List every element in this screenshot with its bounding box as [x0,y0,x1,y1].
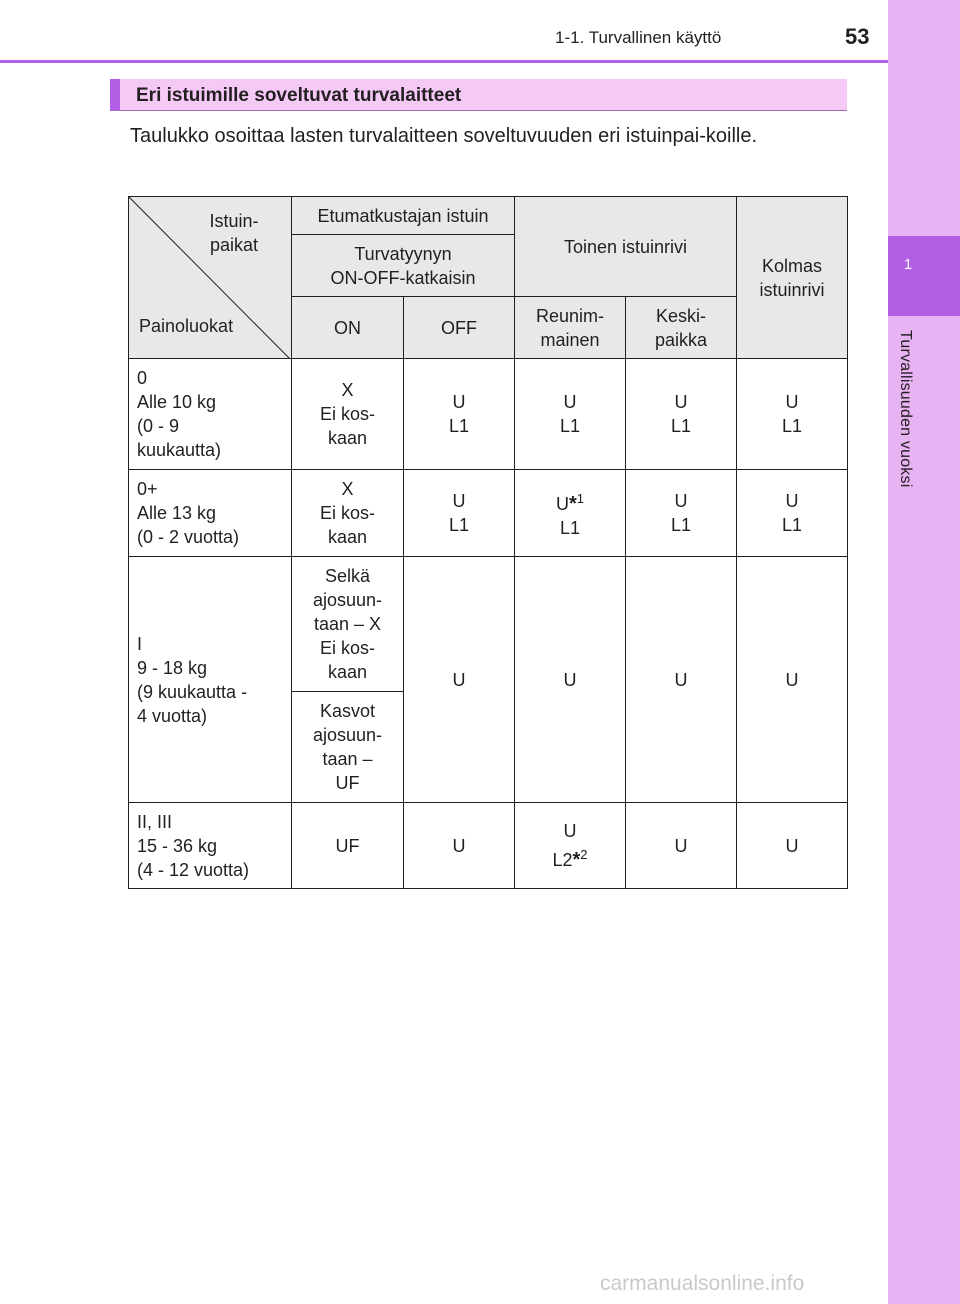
cell-line: U [674,392,688,412]
header-line: Keski- [655,305,706,326]
col-header-center [626,297,737,359]
footnote-asterisk-icon: * [572,849,581,871]
corner-weight-label: Painoluokat [139,316,234,336]
cell-line: 15 - 36 kg [137,835,218,856]
col-header-outer [515,297,626,359]
header-line: Kolmas [761,255,823,276]
cell-third: U [737,557,848,803]
cell-line: UF [335,773,360,793]
cell-line: X [341,479,354,499]
cell-line: kaan [327,527,368,547]
cell-on-forward-facing [292,692,404,803]
section-heading: Eri istuimille soveltuvat turvalaitteet [136,85,462,106]
corner-seat-label [189,209,279,257]
table-row [129,470,848,557]
cell-line: L1 [448,515,470,535]
table-row [129,803,848,889]
header-line: Turvatyynyn [354,243,452,264]
cell-line: U [452,392,466,412]
header-line: Reunim- [535,305,605,326]
col-header-off: OFF [404,297,515,359]
col-header-on: ON [292,297,404,359]
footnote-ref: 1 [576,490,585,506]
cell-line: L1 [559,416,581,436]
table-row [129,359,848,470]
cell-line: Kasvot [319,701,376,721]
col-header-passenger: Etumatkustajan istuin [292,197,515,235]
col-header-third-row [737,197,848,359]
header-section-title: 1-1. Turvallinen käyttö [555,28,722,47]
header-divider [0,60,888,63]
cell-line: L1 [781,515,803,535]
cell-line: 0+ [137,479,158,499]
cell-line: (9 kuukautta - [137,681,248,702]
cell-line: L1 [670,515,692,535]
cell-line: U [785,491,799,511]
cell-line: I [137,633,143,654]
cell-line [515,843,625,872]
cell-line: U [452,491,466,511]
cell-line: (0 - 9 [137,416,180,436]
cell-center: U [626,803,737,889]
cell-line: Ei kos- [319,503,375,523]
cell-line: taan – [322,749,373,769]
section-heading-bar [110,79,847,111]
table-row [129,557,848,692]
cell-line: Alle 10 kg [137,392,217,412]
cell-line: kaan [327,662,368,682]
cell-line: L1 [559,517,581,538]
cell-line: ajosuun- [312,590,383,610]
header-line: istuinrivi [759,279,825,300]
footnote-asterisk-icon: * [568,492,577,515]
cell-line: U [674,491,688,511]
cell-value: L2 [552,850,573,870]
header-line: ON-OFF-katkaisin [330,267,476,288]
page-number: 53 [845,24,870,49]
header-line: mainen [540,329,600,350]
cell-on [292,359,404,470]
child-seat-table [128,196,848,889]
cell-line: X [341,380,354,400]
corner-top-line: paikat [209,235,259,255]
cell-line: U [563,821,577,841]
cell-line: (4 - 12 vuotta) [137,859,250,880]
cell-line: 4 vuotta) [137,705,208,726]
cell-on [292,470,404,557]
corner-top-line: Istuin- [209,211,259,231]
cell-line: L1 [670,416,692,436]
group-cell [129,470,292,557]
cell-center [626,359,737,470]
cell-outer [515,803,626,889]
cell-on: UF [292,803,404,889]
cell-line: kuukautta) [137,440,222,460]
cell-off: U [404,557,515,803]
group-cell [129,359,292,470]
cell-third: U [737,803,848,889]
cell-outer: U [515,557,626,803]
header-line: paikka [654,329,708,350]
cell-outer [515,359,626,470]
cell-third [737,359,848,470]
intro-paragraph: Taulukko osoittaa lasten turvalaitteen soveltuvuuden eri istuinpai-koille. [130,125,758,147]
col-header-airbag-switch [292,235,515,297]
cell-off [404,359,515,470]
cell-line: Alle 13 kg [137,503,217,523]
cell-value: U [555,493,569,514]
cell-line: kaan [327,428,368,448]
cell-line: L1 [781,416,803,436]
group-cell [129,557,292,803]
cell-line: U [785,392,799,412]
cell-line: Selkä [324,566,371,586]
watermark[interactable]: carmanualsonline.info [600,1272,805,1295]
cell-line: 0 [137,368,148,388]
cell-off [404,470,515,557]
cell-line: (0 - 2 vuotta) [137,527,240,547]
table-corner-cell [129,197,292,359]
cell-third [737,470,848,557]
cell-line: L1 [448,416,470,436]
cell-line: U [563,392,577,412]
side-strip [888,0,960,1304]
cell-line: Ei kos- [319,404,375,424]
cell-line: taan – X [313,614,382,634]
chapter-number: 1 [903,256,913,273]
cell-line: ajosuun- [312,725,383,745]
cell-line: Ei kos- [319,638,375,658]
cell-line: II, III [137,811,173,832]
chapter-tab[interactable] [888,236,960,316]
cell-center [626,470,737,557]
cell-off: U [404,803,515,889]
col-header-second-row: Toinen istuinrivi [515,197,737,297]
group-cell [129,803,292,889]
cell-center: U [626,557,737,803]
cell-line [515,487,625,516]
cell-on-rear-facing [292,557,404,692]
chapter-label: Turvallisuuden vuoksi [897,330,914,488]
cell-outer [515,470,626,557]
footnote-ref: 2 [580,847,588,862]
cell-line: 9 - 18 kg [137,657,208,678]
